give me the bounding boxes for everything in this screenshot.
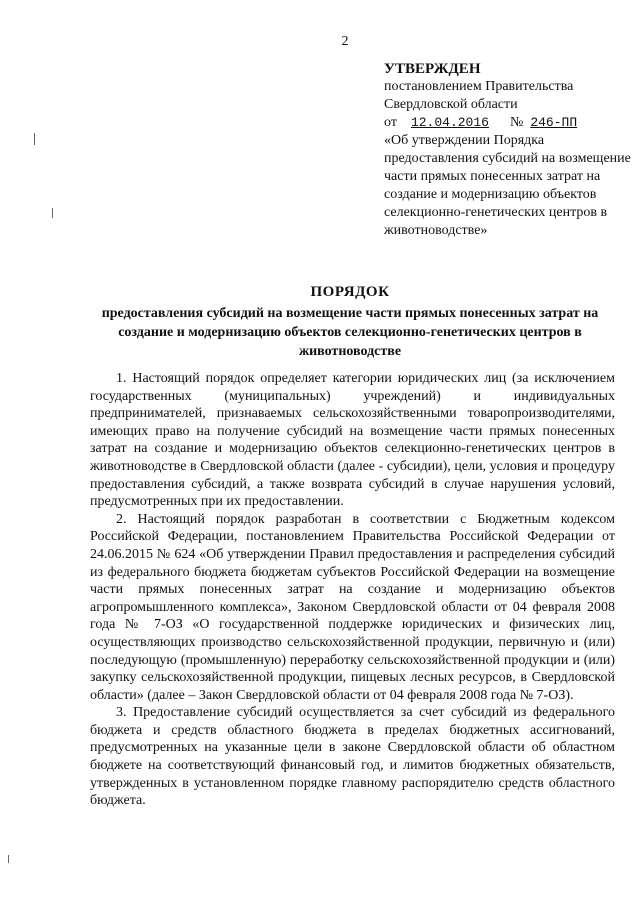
document-heading [90,284,610,361]
decree-title: «Об утверждении Порядка предоставления субсидий на возмещение части прямых понесенных затрат на создание и модернизацию объектов селекционно-генетических центров в животноводстве» [384,133,631,238]
document-body [90,370,615,810]
approval-line-2: Свердловской области [384,97,518,112]
page-number: 2 [341,34,349,49]
approval-title: УТВЕРЖДЕН [384,61,481,77]
approval-block [384,60,632,240]
document-subtitle: предоставления субсидий на возмещение части прямых понесенных затрат на создание и модернизацию объектов селекционно-генетических центров в животноводстве [101,306,599,359]
decree-number: 246-ПП [530,115,578,130]
decree-date: 12.04.2016 [410,115,489,130]
scan-mark [34,133,35,145]
scan-mark [52,208,53,218]
paragraph-1: 1. Настоящий порядок определяет категории юридических лиц (за исключением государственных (муниципальных) учреждений) и индивидуальных предпринимателей, признаваемых сельскохозяйственными товаропроизводителями, имеющих право на получение субсидий на возмещение части прямых понесенных затрат на создание и модернизацию объектов селекционно-генетических центров в животноводстве в Свердловской области (далее - субсидии), цели, условия и процедуру предоставления субсидий, а также возврата субсидий в случае нарушения условий, предусмотренных при их предоставлении. [90,371,615,510]
document-title: ПОРЯДОК [310,284,390,300]
paragraph-2: 2. Настоящий порядок разработан в соответствии с Бюджетным кодексом Российской Федерации, постановлением Правительства Российской Федерации от 24.06.2015 № 624 «Об утверждении Правил предоставления и распределения субсидий из федерального бюджета бюджетам субъектов Российской Федерации на возмещение части прямых понесенных затрат на создание и модернизацию объектов агропромышленного комплекса», Законом Свердловской области от 04 февраля 2008 года № 7-ОЗ «О государственной поддержке юридических и физических лиц, осуществляющих производство сельскохозяйственной продукции, первичную и (или) последующую (промышленную) переработку сельскохозяйственной продукции и (или) закупку сельскохозяйственной продукции, пищевых лесных ресурсов, в Свердловской области» (далее – Закон Свердловской области от 04 февраля 2008 года № 7-ОЗ). [90,511,615,703]
scan-mark [8,855,9,863]
approval-line-1: постановлением Правительства [384,79,574,94]
approval-date-line [384,114,632,132]
number-prefix: № [509,115,524,130]
date-prefix: от [384,115,397,130]
paragraph-3: 3. Предоставление субсидий осуществляется за счет субсидий из федерального бюджета и средств областного бюджета в пределах бюджетных ассигнований, предусмотренных на указанные цели в законе Свердловской области об областном бюджете на соответствующий финансовый год, и лимитов бюджетных обязательств, утвержденных в установленном порядке главному распорядителю средств областного бюджета. [90,705,615,809]
